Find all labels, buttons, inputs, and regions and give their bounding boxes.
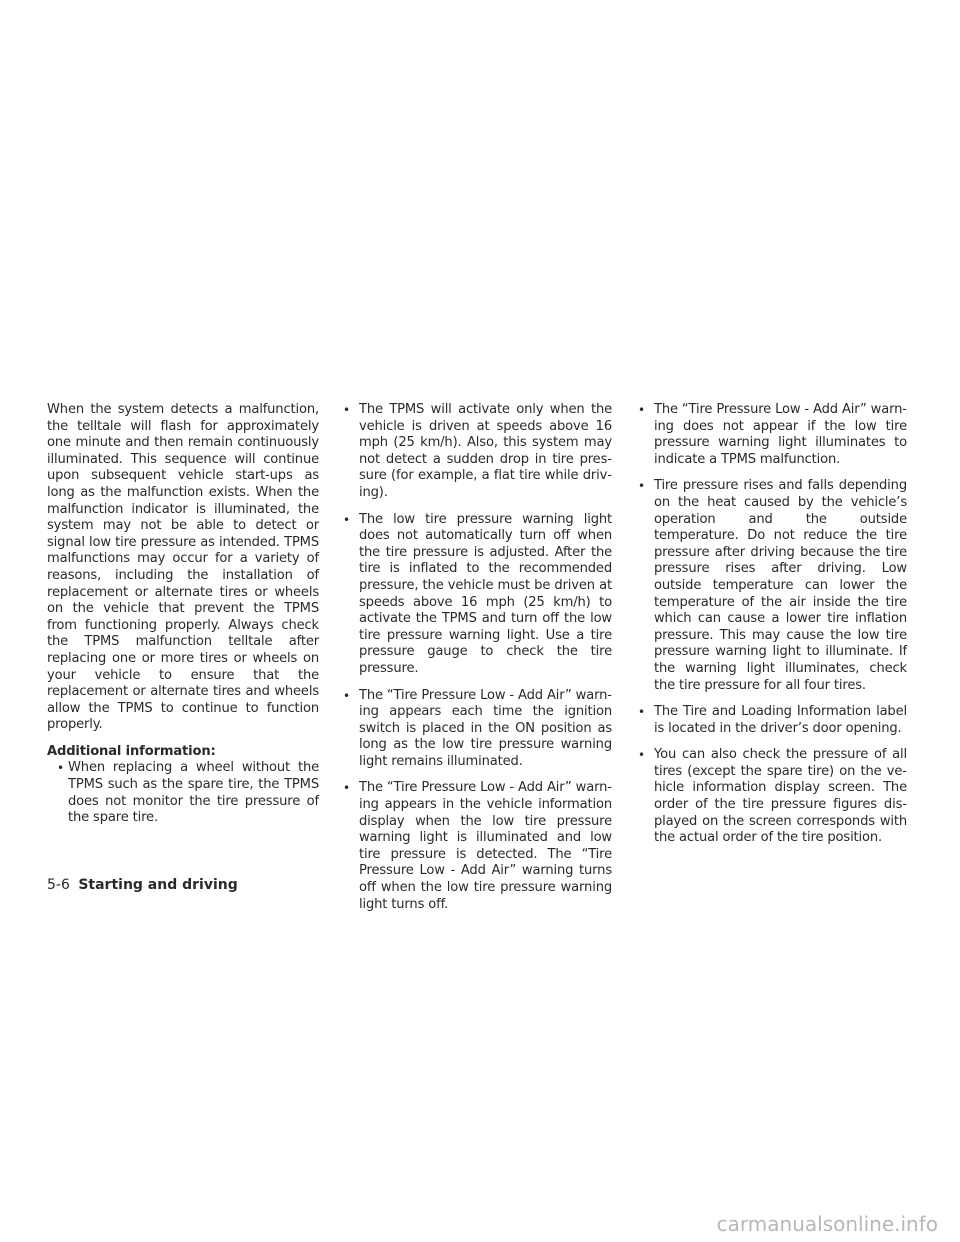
left-column: [47, 402, 319, 837]
page-number: 5-6: [47, 877, 70, 893]
section-title: Starting and driving: [78, 877, 238, 893]
bullet-list: [47, 760, 319, 826]
list-item: • The low tire pressure warning light does not automatically turn off when the tire pressure is adjusted. After the tire is inflated to the recommended pressure, the vehicle must be driven at speeds above 16 mph (25 km/h) to activate the TPMS and turn off the low tire pressure warning light. Use a tire pressure gauge to check the tire pressure.: [340, 512, 612, 678]
intro-paragraph: When the system detects a malfunction, the telltale will flash for approximately one minute and then remain continuously illuminated. This sequence will continue upon subsequent vehicle start-ups as long as the malfunction exists. When the malfunction indicator is illuminated, the system may not be able to detect or signal low tire pressure as intended. TPMS malfunctions may occur for a variety of reasons, including the installation of replacement or alternate tires or wheels on the vehicle that prevent the TPMS from functioning properly. Always check the TPMS malfunction telltale after replacing one or more tires or wheels on your vehicle to ensure that the replacement or alternate tires and wheels allow the TPMS to continue to function properly.: [47, 402, 319, 733]
middle-column: [340, 402, 612, 923]
right-column: [635, 402, 907, 857]
bullet-list: [635, 402, 907, 847]
list-item: • The “Tire Pressure Low - Add Air” warning appears in the vehicle information display when the low tire pressure warning light is illuminated and low tire pressure is detected. The “Tire Pressure Low - Add Air” warning turns off when the low tire pressure warning light turns off.: [340, 780, 612, 913]
list-item: • You can also check the pressure of all tires (except the spare tire) on the vehicle information display screen. The order of the tire pressure figures displayed on the screen corresponds with the actual order of the tire position.: [635, 747, 907, 847]
list-item: • When replacing a wheel without the TPMS such as the spare tire, the TPMS does not monitor the tire pressure of the spare tire.: [47, 760, 319, 826]
list-item: • Tire pressure rises and falls depending on the heat caused by the vehicle’s operation and the outside temperature. Do not reduce the tire pressure after driving because the tire pressure rises after driving. Low outside temperature can lower the temperature of the air inside the tire which can cause a lower tire inflation pressure. This may cause the low tire pressure warning light to illuminate. If the warning light illuminates, check the tire pressure for all four tires.: [635, 478, 907, 694]
bullet-list: [340, 402, 612, 913]
page-footer: [47, 877, 238, 893]
list-item: • The “Tire Pressure Low - Add Air” warning does not appear if the low tire pressure warning light illuminates to indicate a TPMS malfunction.: [635, 402, 907, 468]
watermark: carmanualsonline.info: [716, 1212, 938, 1236]
list-item: • The “Tire Pressure Low - Add Air” warning appears each time the ignition switch is placed in the ON position as long as the low tire pressure warning light remains illuminated.: [340, 688, 612, 771]
list-item: • The Tire and Loading Information label is located in the driver’s door opening.: [635, 704, 907, 737]
additional-info-heading: Additional information:: [47, 743, 216, 759]
list-item: • The TPMS will activate only when the vehicle is driven at speeds above 16 mph (25 km/h). Also, this system may not detect a sudden drop in tire pressure (for example, a flat tire while driving).: [340, 402, 612, 502]
